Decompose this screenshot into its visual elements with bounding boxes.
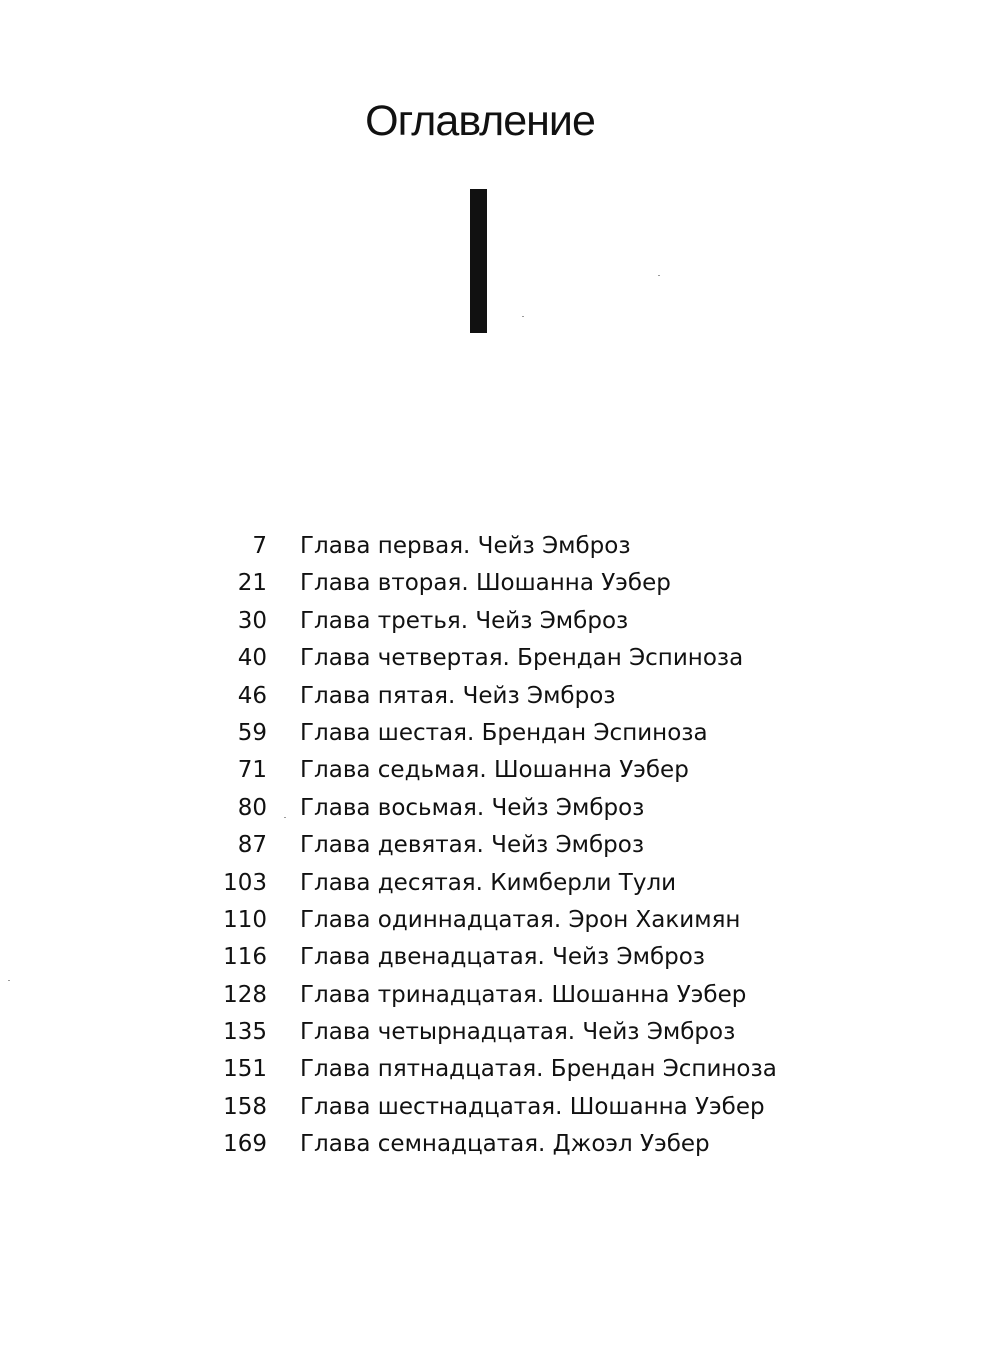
- toc-page-number: 169: [223, 1131, 267, 1158]
- toc-entry: [212, 1126, 772, 1163]
- toc-entry: [212, 678, 772, 715]
- toc-chapter-title: Глава четвертая. Брендан Эспиноза: [300, 645, 744, 672]
- toc-entry: [212, 790, 772, 827]
- toc-entry: [212, 977, 772, 1014]
- toc-page-number: 103: [223, 869, 267, 896]
- toc-chapter-title: Глава шестнадцатая. Шошанна Уэбер: [300, 1093, 765, 1120]
- toc-chapter-title: Глава седьмая. Шошанна Уэбер: [300, 757, 689, 784]
- toc-page-number: 46: [237, 682, 267, 709]
- toc-chapter-title: Глава первая. Чейз Эмброз: [300, 533, 631, 559]
- part-numeral-bar: [470, 189, 487, 333]
- page-title: Оглавление: [365, 96, 595, 145]
- toc-page-number: 151: [223, 1056, 267, 1083]
- toc-entry: [212, 715, 772, 752]
- toc-page-number: 128: [223, 981, 267, 1008]
- toc-entry: [212, 939, 772, 976]
- toc-page-number: 21: [237, 570, 267, 597]
- toc-page-number: 80: [237, 794, 267, 821]
- toc-entry: [212, 528, 772, 565]
- toc-page-number: 116: [223, 944, 267, 971]
- toc-page-number: 87: [237, 832, 267, 859]
- toc-chapter-title: Глава двенадцатая. Чейз Эмброз: [300, 944, 706, 971]
- toc-page-number: 7: [252, 533, 267, 559]
- toc-entry: [212, 1014, 772, 1051]
- toc-entry: [212, 1051, 777, 1088]
- toc-entry: [212, 865, 772, 902]
- toc-entry: [212, 1089, 772, 1126]
- toc-chapter-title: Глава шестая. Брендан Эспиноза: [300, 719, 708, 746]
- toc-entry: [212, 565, 772, 602]
- table-of-contents: [212, 528, 777, 1164]
- toc-entry: [212, 902, 772, 939]
- toc-chapter-title: Глава пятая. Чейз Эмброз: [300, 682, 616, 709]
- scan-speck: [522, 316, 524, 317]
- toc-page-number: 110: [223, 906, 267, 933]
- toc-page-number: 158: [223, 1093, 267, 1120]
- toc-chapter-title: Глава девятая. Чейз Эмброз: [300, 832, 645, 859]
- toc-chapter-title: Глава четырнадцатая. Чейз Эмброз: [300, 1019, 736, 1046]
- toc-chapter-title: Глава вторая. Шошанна Уэбер: [300, 570, 671, 597]
- scan-speck: [658, 275, 660, 276]
- toc-chapter-title: Глава третья. Чейз Эмброз: [300, 607, 629, 634]
- toc-page-number: 40: [237, 645, 267, 672]
- toc-page-number: 59: [237, 719, 267, 746]
- toc-chapter-title: Глава пятнадцатая. Брендан Эспиноза: [300, 1056, 777, 1083]
- toc-entry: [212, 752, 772, 789]
- toc-chapter-title: Глава тринадцатая. Шошанна Уэбер: [300, 981, 747, 1008]
- scan-speck: [284, 817, 286, 818]
- toc-page-number: 135: [223, 1019, 267, 1046]
- scan-speck: [8, 980, 10, 981]
- toc-chapter-title: Глава одиннадцатая. Эрон Хакимян: [300, 906, 741, 933]
- toc-chapter-title: Глава десятая. Кимберли Тули: [300, 869, 677, 896]
- toc-chapter-title: Глава восьмая. Чейз Эмброз: [300, 794, 645, 821]
- toc-chapter-title: Глава семнадцатая. Джоэл Уэбер: [300, 1131, 710, 1158]
- toc-entry: [212, 603, 772, 640]
- toc-entry: [212, 640, 772, 677]
- toc-page-number: 71: [237, 757, 267, 784]
- toc-entry: [212, 827, 772, 864]
- toc-page-number: 30: [237, 607, 267, 634]
